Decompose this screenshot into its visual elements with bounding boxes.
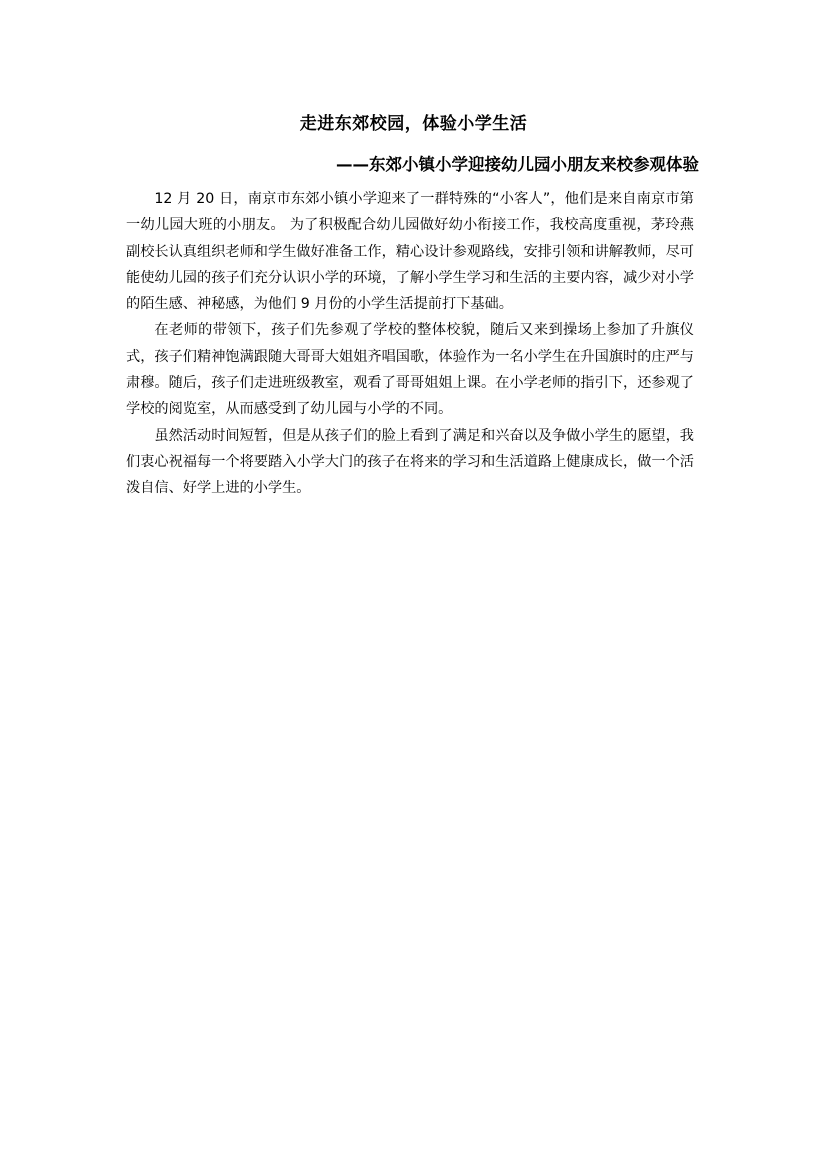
paragraph-1: 12 月 20 日，南京市东郊小镇小学迎来了一群特殊的“小客人”，他们是来自南京市第一幼儿园大班的小朋友。 为了积极配合幼儿园做好幼小衔接工作，我校高度重视，茅玲燕副校长认真组织老师和学生做好准备工作，精心设计参观路线，安排引领和讲解教师，尽可能使幼儿园的孩子们充分认识小学的环境，了解小学生学习和生活的主要内容，减少对小学的陌生感、神秘感，为他们 9 月份的小学生活提前打下基础。	[126, 191, 694, 313]
document-body	[126, 186, 694, 502]
paragraph-3: 虽然活动时间短暂，但是从孩子们的脸上看到了满足和兴奋以及争做小学生的愿望，我们衷心祝福每一个将要踏入小学大门的孩子在将来的学习和生活道路上健康成长，做一个活泼自信、好学上进的小学生。	[126, 427, 694, 497]
document-title: 走进东郊校园，体验小学生活	[299, 114, 528, 134]
paragraph-2: 在老师的带领下，孩子们先参观了学校的整体校貌，随后又来到操场上参加了升旗仪式，孩子们精神饱满跟随大哥哥大姐姐齐唱国歌，体验作为一名小学生在升国旗时的庄严与肃穆。随后，孩子们走进班级教室，观看了哥哥姐姐上课。在小学老师的指引下，还参观了学校的阅览室，从而感受到了幼儿园与小学的不同。	[126, 322, 694, 418]
document-subtitle: ——东郊小镇小学迎接幼儿园小朋友来校参观体验	[336, 155, 699, 174]
